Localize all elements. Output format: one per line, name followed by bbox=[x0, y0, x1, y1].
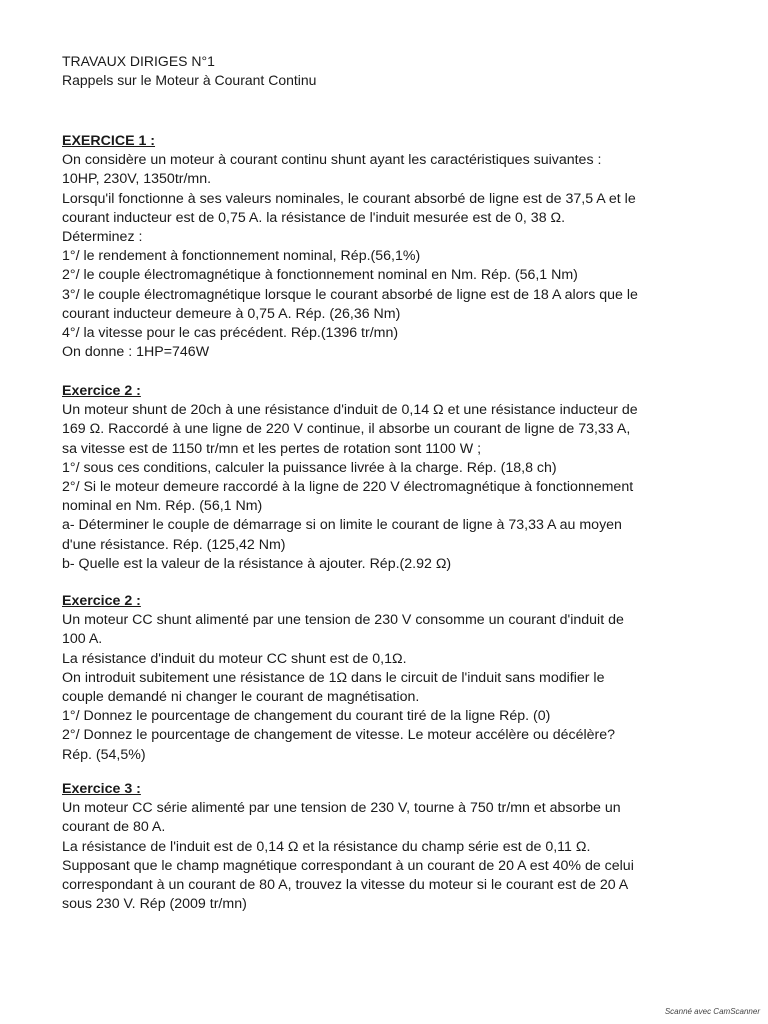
exercise-line: Supposant que le champ magnétique correspondant à un courant de 20 A est 40% de celui bbox=[62, 857, 634, 874]
exercise-line: Un moteur CC shunt alimenté par une tension de 230 V consomme un courant d'induit de bbox=[62, 612, 624, 629]
exercise-line: 3°/ le couple électromagnétique lorsque le courant absorbé de ligne est de 18 A alors que le bbox=[62, 286, 638, 303]
exercise-line: Déterminez : bbox=[62, 229, 143, 246]
exercise-line: 10HP, 230V, 1350tr/mn. bbox=[62, 171, 212, 188]
exercise-line: 2°/ le couple électromagnétique à fonctionnement nominal en Nm. Rép. (56,1 Nm) bbox=[62, 267, 578, 284]
exercise-line: 1°/ le rendement à fonctionnement nominal, Rép.(56,1%) bbox=[62, 248, 421, 265]
exercise-2 bbox=[62, 382, 702, 574]
exercise-title: Exercice 3 : bbox=[62, 781, 141, 797]
exercise-4 bbox=[62, 780, 702, 914]
exercise-line: La résistance de l'induit est de 0,14 Ω et la résistance du champ série est de 0,11 Ω. bbox=[62, 838, 591, 855]
exercise-line: nominal en Nm. Rép. (56,1 Nm) bbox=[62, 498, 263, 515]
exercise-line: b- Quelle est la valeur de la résistance à ajouter. Rép.(2.92 Ω) bbox=[62, 555, 452, 572]
exercise-3 bbox=[62, 592, 702, 765]
exercise-line: sa vitesse est de 1150 tr/mn et les pertes de rotation sont 1100 W ; bbox=[62, 440, 482, 457]
exercise-line: Lorsqu'il fonctionne à ses valeurs nominales, le courant absorbé de ligne est de 37,5 A et le bbox=[62, 190, 636, 207]
exercise-line: On introduit subitement une résistance de 1Ω dans le circuit de l'induit sans modifier le bbox=[62, 669, 605, 686]
exercise-line: 2°/ Si le moteur demeure raccordé à la ligne de 220 V électromagnétique à fonctionnement bbox=[62, 479, 634, 496]
exercise-line: On considère un moteur à courant continu shunt ayant les caractéristiques suivantes : bbox=[62, 152, 602, 169]
scanner-watermark: Scanné avec CamScanner bbox=[664, 1007, 760, 1016]
exercise-line: On donne : 1HP=746W bbox=[62, 344, 210, 361]
exercise-line: 2°/ Donnez le pourcentage de changement de vitesse. Le moteur accélère ou décélère? bbox=[62, 727, 616, 744]
exercise-line: sous 230 V. Rép (2009 tr/mn) bbox=[62, 896, 247, 913]
document-title: TRAVAUX DIRIGES N°1 bbox=[62, 53, 215, 69]
document-header bbox=[62, 52, 316, 90]
exercise-title: EXERCICE 1 : bbox=[62, 133, 156, 149]
exercise-line: Rép. (54,5%) bbox=[62, 746, 146, 763]
exercise-line: d'une résistance. Rép. (125,42 Nm) bbox=[62, 536, 286, 553]
exercise-line: courant inducteur est de 0,75 A. la résistance de l'induit mesurée est de 0, 38 Ω. bbox=[62, 209, 566, 226]
exercise-line: courant inducteur demeure à 0,75 A. Rép. (26,36 Nm) bbox=[62, 305, 401, 322]
exercise-line: couple demandé ni changer le courant de magnétisation. bbox=[62, 689, 420, 706]
exercise-line: 1°/ Donnez le pourcentage de changement du courant tiré de la ligne Rép. (0) bbox=[62, 708, 551, 725]
document-subtitle: Rappels sur le Moteur à Courant Continu bbox=[62, 72, 317, 88]
exercise-line: 4°/ la vitesse pour le cas précédent. Rép.(1396 tr/mn) bbox=[62, 325, 399, 342]
exercise-line: Un moteur shunt de 20ch à une résistance d'induit de 0,14 Ω et une résistance inducteur de bbox=[62, 402, 638, 419]
exercise-line: Un moteur CC série alimenté par une tension de 230 V, tourne à 750 tr/mn et absorbe un bbox=[62, 800, 621, 817]
exercise-line: a- Déterminer le couple de démarrage si on limite le courant de ligne à 73,33 A au moyen bbox=[62, 517, 622, 534]
exercise-line: 169 Ω. Raccordé à une ligne de 220 V continue, il absorbe un courant de ligne de 73,33 A, bbox=[62, 421, 631, 438]
exercise-title: Exercice 2 : bbox=[62, 593, 141, 609]
exercise-title: Exercice 2 : bbox=[62, 383, 141, 399]
exercise-line: 100 A. bbox=[62, 631, 103, 648]
exercise-line: courant de 80 A. bbox=[62, 819, 166, 836]
exercise-line: La résistance d'induit du moteur CC shunt est de 0,1Ω. bbox=[62, 650, 407, 667]
exercise-1 bbox=[62, 132, 702, 362]
exercise-line: 1°/ sous ces conditions, calculer la puissance livrée à la charge. Rép. (18,8 ch) bbox=[62, 459, 557, 476]
exercise-line: correspondant à un courant de 80 A, trouvez la vitesse du moteur si le courant est de 20 A bbox=[62, 877, 629, 894]
